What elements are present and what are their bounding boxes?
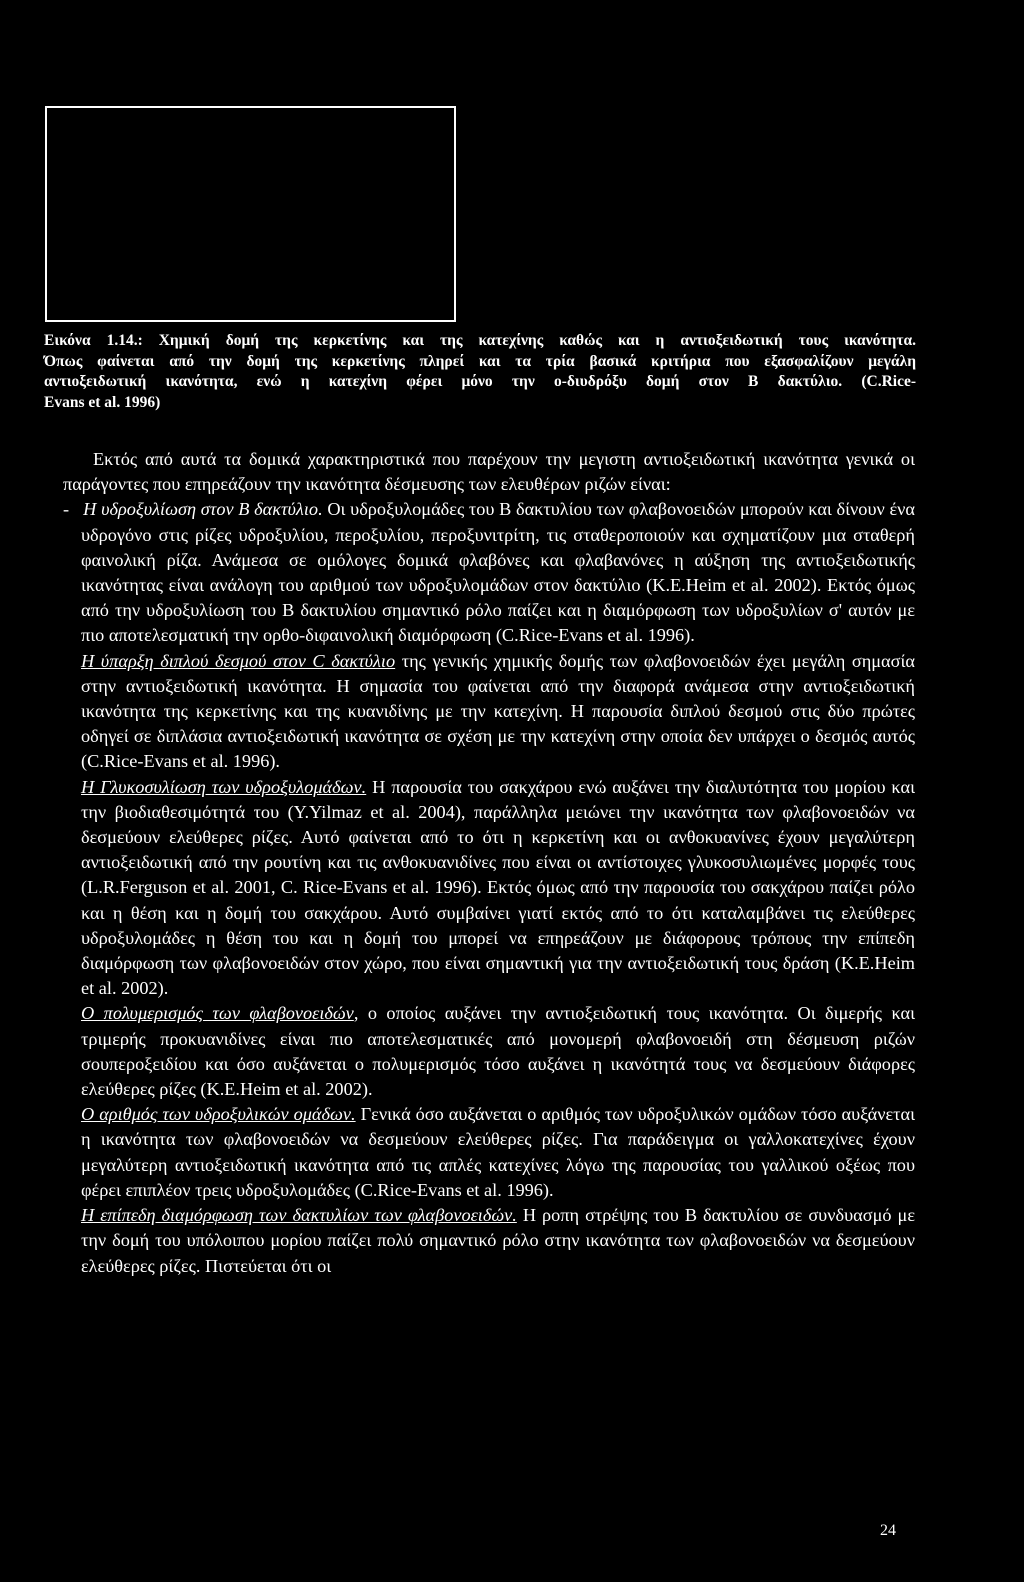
factor-title: Η υδροξυλίωση στον Β δακτύλιο. <box>83 499 323 520</box>
caption-line: Εικόνα 1.14.: Χημική δομή της κερκετίνης και της κατεχίνης καθώς και η αντιοξειδωτική τους ικανότητα. <box>44 332 916 349</box>
factor-text: της γενικής χημικής δομής των φλαβονοειδών έχει μεγάλη σημασία στην αντιοξειδωτική ικανότητα. Η σημασία του φαίνεται από την διαφορά ανάμεσα στην αντιοξειδωτική ικανότητα της κερκετίνης και της κυανιδίνης με την κατεχίνη. Η παρουσία διπλού δεσμού στις δύο πρώτες οδηγεί σε διπλάσια αντιοξειδωτική ικανότητα σε σχέση με την κατεχίνη στην οποία δεν υπάρχει ο δεσμός αυτός (C.Rice-Evans et al. 1996). <box>81 650 915 772</box>
factor-title: Η ύπαρξη διπλού δεσμού στον C δακτύλιο <box>81 650 396 671</box>
factor-paragraph <box>81 1102 915 1203</box>
factor-paragraph <box>81 1203 915 1279</box>
factor-title: Η Γλυκοσυλίωση των υδροξυλομάδων. <box>81 776 367 797</box>
caption-line: αντιοξειδωτική ικανότητα, ενώ η κατεχίνη φέρει μόνο την ο-διυδρόξυ δομή στον Β δακτύλιο. (C.Rice- <box>44 373 916 390</box>
factor-text: Οι υδροξυλομάδες του Β δακτυλίου των φλαβονοειδών μπορούν και δίνουν ένα υδρογόνο στις ρίζες υδροξυλίου, περοξυλίου, περοξυνιτρίτη, τις σταθεροποιούν και σχηματίζουν μια σταθερή φαινολική ρίζα. Ανάμεσα σε ομόλογες δομικά φλαβόνες και φλαβανόνες η αύξηση της αντιοξειδωτικής ικανότητας είναι ανάλογη του αριθμού των υδροξυλομάδων στον δακτύλιο (K.E.Heim et al. 2002). Εκτός όμως από την υδροξυλίωση του Β δακτυλίου σημαντικό ρόλο παίζει και η διαμόρφωση των υδροξυλίων σ' αυτόν με πιο αποτελεσματική την ορθο-διφαινολική διαμόρφωση (C.Rice-Evans et al. 1996). <box>81 499 915 646</box>
list-dash: - <box>63 499 70 520</box>
caption-line: Όπως φαίνεται από την δομή της κερκετίνης πληρεί και τα τρία βασικά κριτήρια που εξασφαλίζουν μεγάλη <box>44 352 916 370</box>
factor-paragraph <box>81 775 915 1002</box>
factor-title: Ο αριθμός των υδροξυλικών ομάδων. <box>81 1104 356 1125</box>
figure-caption <box>44 331 916 413</box>
body-text <box>63 447 915 1279</box>
figure-image-placeholder <box>45 106 456 322</box>
factor-text: Η ροπη στρέψης του Β δακτυλίου σε συνδυασμό με την δομή του υπόλοιπου μορίου παίζει πολύ σημαντικό ρόλο στην ικανότητα των φλαβονοειδών να δεσμεύουν ελεύθερες ρίζες. Πιστεύεται ότι οι <box>81 1205 915 1276</box>
factor-text: Γενικά όσο αυξάνεται ο αριθμός των υδροξυλικών ομάδων τόσο αυξάνεται η ικανότητα των φλαβονοειδών να δεσμεύουν ελεύθερες ρίζες. Για παράδειγμα οι γαλλοκατεχίνες έχουν μεγαλύτερη αντιοξειδωτική ικανότητα από τις απλές κατεχίνες λόγω της παρουσίας του γαλλικού οξέως που φέρει επιπλέον τρεις υδροξυλομάδες (C.Rice-Evans et al. 1996). <box>81 1104 915 1200</box>
factor-title: Ο πολυμερισμός των φλαβονοειδών <box>81 1003 354 1024</box>
factor-paragraph <box>81 649 915 775</box>
factor-text: , ο οποίος αυξάνει την αντιοξειδωτική τους ικανότητα. Οι διμερής και τριμερής προκυανιδίνες είναι πιο αποτελεσματικές από μονομερή φλαβονοειδή στη δέσμευση ριζών σουπεροξειδίου και όσο αυξάνεται ο πολυμερισμός τόσο αυξάνει η ικανότητά τους να δεσμεύουν διάφορες ελεύθερες ρίζες (K.E.Heim et al. 2002). <box>81 1003 915 1100</box>
factor-paragraph <box>63 497 915 648</box>
factor-title: Η επίπεδη διαμόρφωση των δακτυλίων των φλαβονοειδών. <box>81 1205 517 1226</box>
factor-paragraph <box>81 1001 915 1102</box>
factor-text: Η παρουσία του σακχάρου ενώ αυξάνει την διαλυτότητα του μορίου και την βιοδιαθεσιμότητά του (Y.Yilmaz et al. 2004), παράλληλα μειώνει την ικανότητα των φλαβονοειδών να δεσμεύουν ελεύθερες ρίζες. Αυτό φαίνεται από το ότι η κερκετίνη και οι ανθοκυανίνες έχουν μεγαλύτερη αντιοξειδωτική από την ρουτίνη και τις ανθοκυανιδίνες που είναι οι αντίστοιχες γλυκοσυλιωμένες μορφές τους (L.R.Ferguson et al. 2001, C. Rice-Evans et al. 1996). Εκτός όμως από την παρουσία του σακχάρου παίζει ρόλο και η θέση και η δομή του σακχάρου. Αυτό συμβαίνει γιατί εκτός από το ότι καταλαμβάνει τις ελεύθερες υδροξυλομάδες η θέση του και η δομή του μπορεί να επηρεάζουν με διάφορους τρόπους την επίπεδη διαμόρφωση των φλαβονοειδών στον χώρο, που είναι σημαντική για την αντιοξειδωτική τους δράση (K.E.Heim et al. 2002). <box>81 776 915 999</box>
intro-paragraph: Εκτός από αυτά τα δομικά χαρακτηριστικά που παρέχουν την μεγιστη αντιοξειδωτική ικανότητα γενικά οι παράγοντες που επηρεάζουν την ικανότητα δέσμευσης των ελευθέρων ριζών είναι: <box>63 449 915 495</box>
caption-line: Evans et al. 1996) <box>44 393 161 411</box>
page-number: 24 <box>880 1522 896 1539</box>
